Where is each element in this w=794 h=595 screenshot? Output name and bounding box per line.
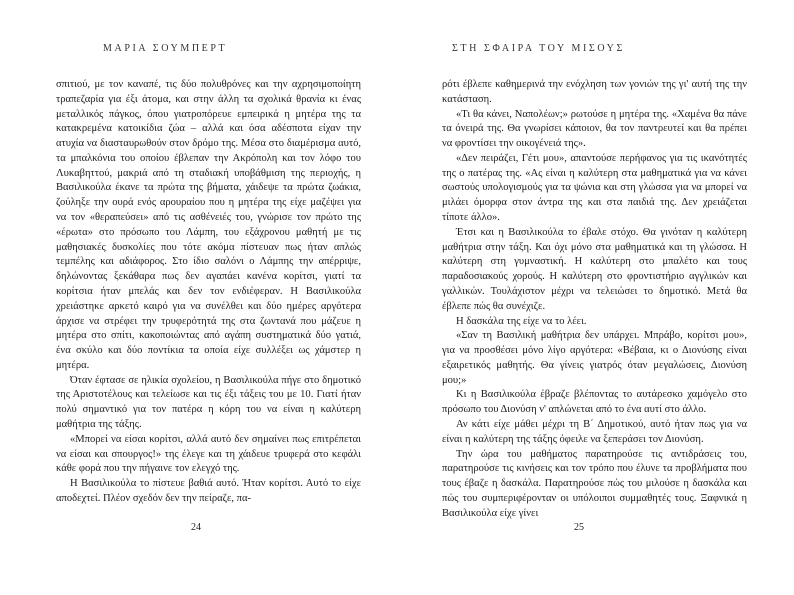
paragraph: Έτσι και η Βασιλικούλα το έβαλε στόχο. Θα γινόταν η καλύτερη μαθήτρια στην τάξη. Και όχι μόνο στα μαθηματικά και τη γλώσσα. Η καλύτερη στη γυμναστική. Η καλύτερη στο μπαλέτο και τους παραδοσιακούς χορούς. Η καλύτερη στο φροντιστήριο αγγλικών και γαλλικών. Τουλάχιστον μέχρι να τελειώσει το δημοτικό. Μετά θα έβλεπε πώς θα συνέχιζε. <box>442 226 747 312</box>
paragraph: «Τι θα κάνει, Ναπολέων;» ρωτούσε η μητέρα της. «Χαμένα θα πάνε τα όνειρά της. Θα γνωρίσει κάποιον, θα τον παντρευτεί και θα πρέπει να φροντίσει την οικογένειά της». <box>442 108 747 150</box>
running-head-title: ΣΤΗ ΣΦΑΙΡΑ ΤΟΥ ΜΙΣΟΥΣ <box>452 43 625 54</box>
paragraph: ρότι έβλεπε καθημερινά την ενόχληση των γονιών της γι' αυτή της την κατάσταση. <box>442 79 747 105</box>
left-page-text <box>56 78 361 507</box>
paragraph: «Σαν τη Βασιλική μαθήτρια δεν υπάρχει. Μπράβο, κορίτσι μου», για να προσθέσει μόνο λίγο αργότερα: «Βέβαια, κι ο Διονύσης είναι εξαιρετικός μαθητής. Θα γίνεις γιατρός όταν μεγαλώσεις, Διονύση μου;» <box>442 330 747 386</box>
page-number: 24 <box>191 522 201 533</box>
paragraph: Η Βασιλικούλα το πίστευε βαθιά αυτό. Ήταν κορίτσι. Αυτό το είχε αποδεχτεί. Πλέον σχεδόν δεν την πείραζε, πα- <box>56 478 361 504</box>
paragraph: Η δασκάλα της είχε να το λέει. <box>456 315 587 327</box>
paragraph: Όταν έφτασε σε ηλικία σχολείου, η Βασιλικούλα πήγε στο δημοτικό της Αριστοτέλους και τελείωσε και τις έξι τάξεις του με 10. Γιατί ήταν πολύ σημαντικό για τον πατέρα η κόρη του να είναι η καλύτερη μαθήτρια της τάξης. <box>56 374 361 430</box>
paragraph: Την ώρα του μαθήματος παρατηρούσε τις αντιδράσεις του, παρατηρούσε τις κινήσεις και τον τρόπο που έλυνε τα προβλήματα που τους έβαζε η δασκάλα. Παρατηρούσε πώς του μιλούσε η δασκάλα και πώς του συμπεριφέρονταν οι υπόλοιποι συμμαθητές τους. Ξαφνικά η Βασιλικούλα είχε γίνει <box>442 448 747 519</box>
running-head-author: ΜΑΡΙΑ ΣΟΥΜΠΕΡΤ <box>103 43 228 54</box>
paragraph: «Μπορεί να είσαι κορίτσι, αλλά αυτό δεν σημαίνει πως επιτρέπεται να είσαι και σπουργος!» της έλεγε και τη χάιδευε τρυφερά στο κεφάλι κάθε φορά που την πήγαινε τον ελεγχό της. <box>56 433 361 475</box>
paragraph: «Δεν πειράζει, Γέτι μου», απαντούσε περήφανος για τις ικανότητές της ο πατέρας της. «Ας είναι η καλύτερη στα μαθηματικά για να κάνει σωστούς υπολογισμούς για τα ψώνια και στη γλώσσα για να μπορεί να μιλάει όμορφα στον άντρα της και στα παιδιά της. Δεν χρειάζεται τίποτε άλλο». <box>442 152 747 224</box>
right-page <box>397 0 794 595</box>
paragraph: σπιτιού, με τον καναπέ, τις δύο πολυθρόνες και την αχρησιμοποίητη τραπεζαρία για έξι άτομα, και στην άλλη τα σχολικά θρανία κι ένας μεταλλικός πάγκος, όπου γιατροπόρευε εμπειρικά η μητέρα της τα κατακρεμένα κατοικίδια ζώα – αλλά και όσα αδέσποτα είχαν την ατυχία να διασταυρωθούν στον δρόμο της. Μέσα στο διαμέρισμα αυτό, τα μπαλκόνια του οποίου έβλεπαν την Ακρόπολη και τον λόφο του Λυκαβηττού, μακριά από τη σταδιακή υποβάθμιση της περιοχής, η Βασιλικούλα έκανε τα πρώτα της βήματα, χάιδεψε τα πρώτα ζωάκια, ζούληξε την ουρά ενός αρουραίου που η μητέρα της είχε μαζέψει για να τον «θεραπεύσει» από τις ασθένειές του, γνώρισε τον πρώτο της «έρωτα» στο πρόσωπο του Λάμπη, του εξάχρονου μαθητή με τις μαθησιακές δυσκολίες που τότε ακόμα πίστευαν πως ήταν απλώς τεμπέλης και αδιάφορος. Στο ίδιο σαλόνι ο Λάμπης την απέρριψε, δηλώνοντας ξεκάθαρα πως δεν αγαπάει κανένα κορίτσι, γιατί τα κορίτσια ήταν μπελάς και δεν τον ενδιέφεραν. Η Βασιλικούλα χρειάστηκε αρκετό καιρό για να συνέλθει και δύο ημέρες αργότερα άρχισε να στρέφει την τρυφερότητά της στα ζωντανά που μάζευε η μητέρα στο σπίτι, κακοποιώντας από αγάπη συστηματικά δύο γατιά, ένα σκύλο και δύο ποντίκια τα οποία είχε συλλέξει ως χάμστερ η μητέρα. <box>56 79 361 371</box>
right-page-text <box>442 78 747 521</box>
paragraph: Κι η Βασιλικούλα έβραζε βλέποντας το αυτάρεσκο χαμόγελο στο πρόσωπο του Διονύση ν' απλώνεται από το ένα αυτί στο άλλο. <box>442 389 747 416</box>
page-number: 25 <box>574 522 584 533</box>
paragraph: Αν κάτι είχε μάθει μέχρι τη Β΄ Δημοτικού, αυτό ήταν πως για να είναι η καλύτερη της τάξης όφειλε να ξεπεράσει τον Διονύση. <box>442 418 747 445</box>
